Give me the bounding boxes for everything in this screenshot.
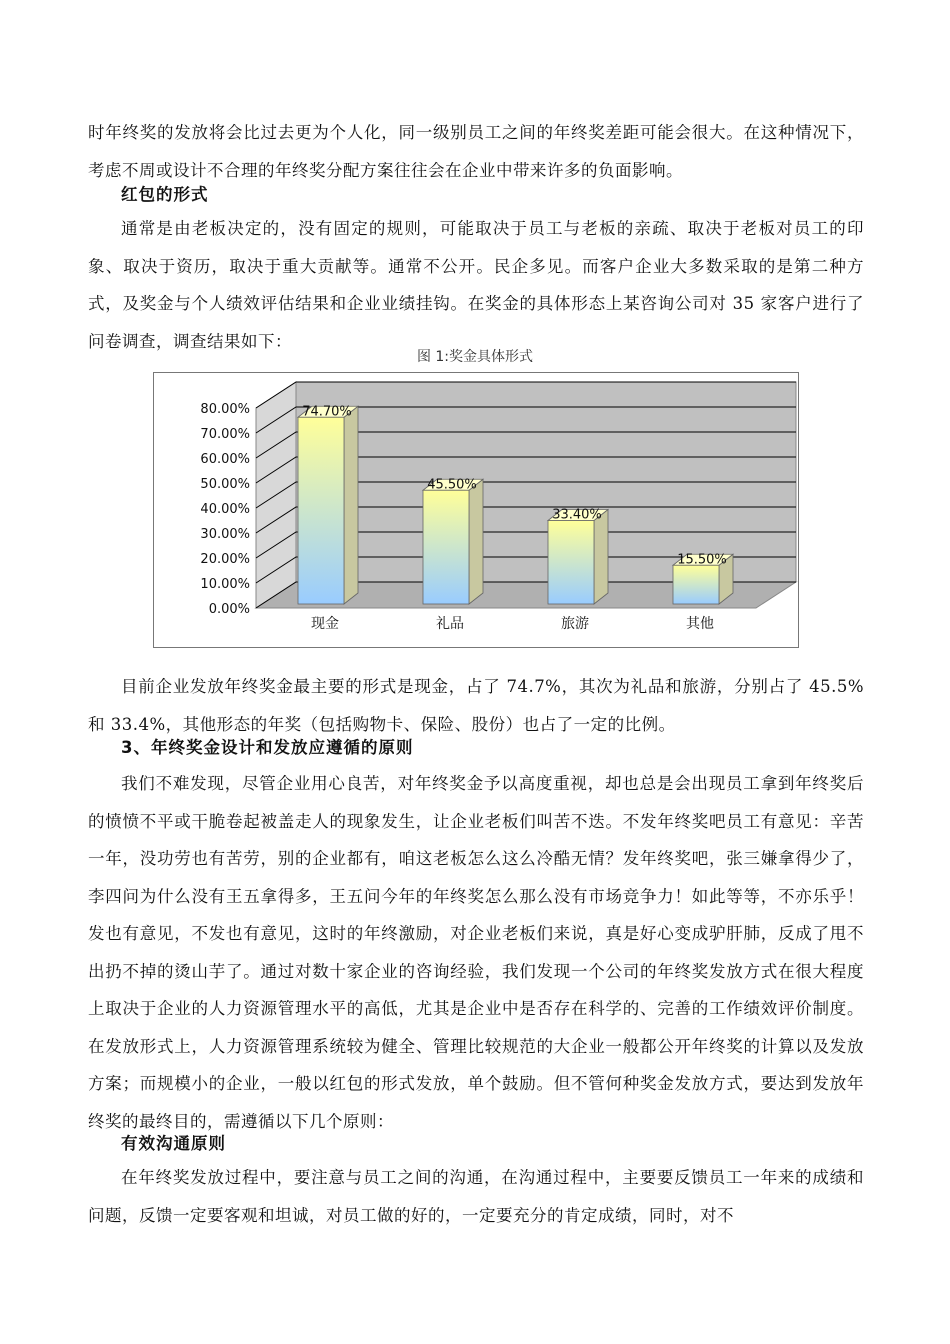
x-category-label: 旅游 bbox=[561, 616, 589, 632]
x-category-label: 礼品 bbox=[436, 616, 464, 632]
chart-frame bbox=[153, 372, 799, 648]
bar-value-label: 74.70% bbox=[302, 404, 352, 420]
bar-value-label: 15.50% bbox=[677, 552, 727, 568]
bar-value-label: 45.50% bbox=[427, 477, 477, 493]
y-tick-label: 40.00% bbox=[200, 502, 250, 517]
bar bbox=[548, 521, 594, 605]
y-tick-label: 10.00% bbox=[200, 577, 250, 592]
paragraph-chart-summary: 目前企业发放年终奖金最主要的形式是现金，占了 74.7%，其次为礼品和旅游，分别占了 45.5%和 33.4%，其他形态的年奖（包括购物卡、保险、股份）也占了一定的比例。 bbox=[88, 677, 864, 734]
bonus-form-chart bbox=[154, 373, 798, 647]
x-category-label: 现金 bbox=[311, 616, 339, 632]
bar bbox=[673, 565, 719, 604]
y-tick-label: 30.00% bbox=[200, 527, 250, 542]
heading-design-principles: 3、年终奖金设计和发放应遵循的原则 bbox=[121, 738, 414, 757]
bar-value-label: 33.40% bbox=[552, 507, 602, 523]
bar-side bbox=[594, 510, 608, 605]
y-tick-label: 20.00% bbox=[200, 552, 250, 567]
paragraph-principles: 我们不难发现，尽管企业用心良苦，对年终奖金予以高度重视，却也总是会出现员工拿到年终奖后的愤愤不平或干脆卷起被盖走人的现象发生，让企业老板们叫苦不迭。不发年终奖吧员工有意见：辛苦一年，没功劳也有苦劳，别的企业都有，咱这老板怎么这么冷酷无情？发年终奖吧，张三嫌拿得少了，李四问为什么没有王五拿得多，王五问今年的年终奖怎么那么没有市场竞争力！如此等等，不亦乐乎！发也有意见，不发也有意见，这时的年终激励，对企业老板们来说，真是好心变成驴肝肺，反成了甩不出扔不掉的烫山芋了。通过对数十家企业的咨询经验，我们发现一个公司的年终奖发放方式在很大程度上取决于企业的人力资源管理水平的高低，尤其是企业中是否存在科学的、完善的工作绩效评价制度。在发放形式上，人力资源管理系统较为健全、管理比较规范的大企业一般都公开年终奖的计算以及发放方案；而规模小的企业，一般以红包的形式发放，单个鼓励。但不管何种奖金发放方式，要达到发放年终奖的最终目的，需遵循以下几个原则： bbox=[88, 774, 864, 1131]
bar bbox=[423, 490, 469, 604]
heading-red-envelope-form: 红包的形式 bbox=[121, 185, 209, 204]
y-tick-label: 70.00% bbox=[200, 427, 250, 442]
x-category-label: 其他 bbox=[686, 616, 714, 632]
bar bbox=[298, 417, 344, 604]
bar-side bbox=[469, 479, 483, 604]
y-tick-label: 50.00% bbox=[200, 477, 250, 492]
bar-side bbox=[344, 406, 358, 604]
figure-caption: 图 1:奖金具体形式 bbox=[416, 349, 534, 365]
paragraph-communication: 在年终奖发放过程中，要注意与员工之间的沟通，在沟通过程中，主要要反馈员工一年来的成绩和问题，反馈一定要客观和坦诚，对员工做的好的，一定要充分的肯定成绩，同时，对不 bbox=[88, 1168, 864, 1225]
paragraph-intro: 时年终奖的发放将会比过去更为个人化，同一级别员工之间的年终奖差距可能会很大。在这种情况下，考虑不周或设计不合理的年终奖分配方案往往会在企业中带来许多的负面影响。 bbox=[88, 123, 864, 180]
paragraph-red-envelope: 通常是由老板决定的，没有固定的规则，可能取决于员工与老板的亲疏、取决于老板对员工的印象、取决于资历，取决于重大贡献等。通常不公开。民企多见。而客户企业大多数采取的是第二种方式，及奖金与个人绩效评估结果和企业业绩挂钩。在奖金的具体形态上某咨询公司对 35 家客户进行了问卷调查，调查结果如下： bbox=[88, 219, 864, 351]
y-tick-label: 80.00% bbox=[200, 402, 250, 417]
y-tick-label: 0.00% bbox=[208, 602, 250, 617]
y-tick-label: 60.00% bbox=[200, 452, 250, 467]
heading-effective-communication: 有效沟通原则 bbox=[121, 1134, 226, 1153]
